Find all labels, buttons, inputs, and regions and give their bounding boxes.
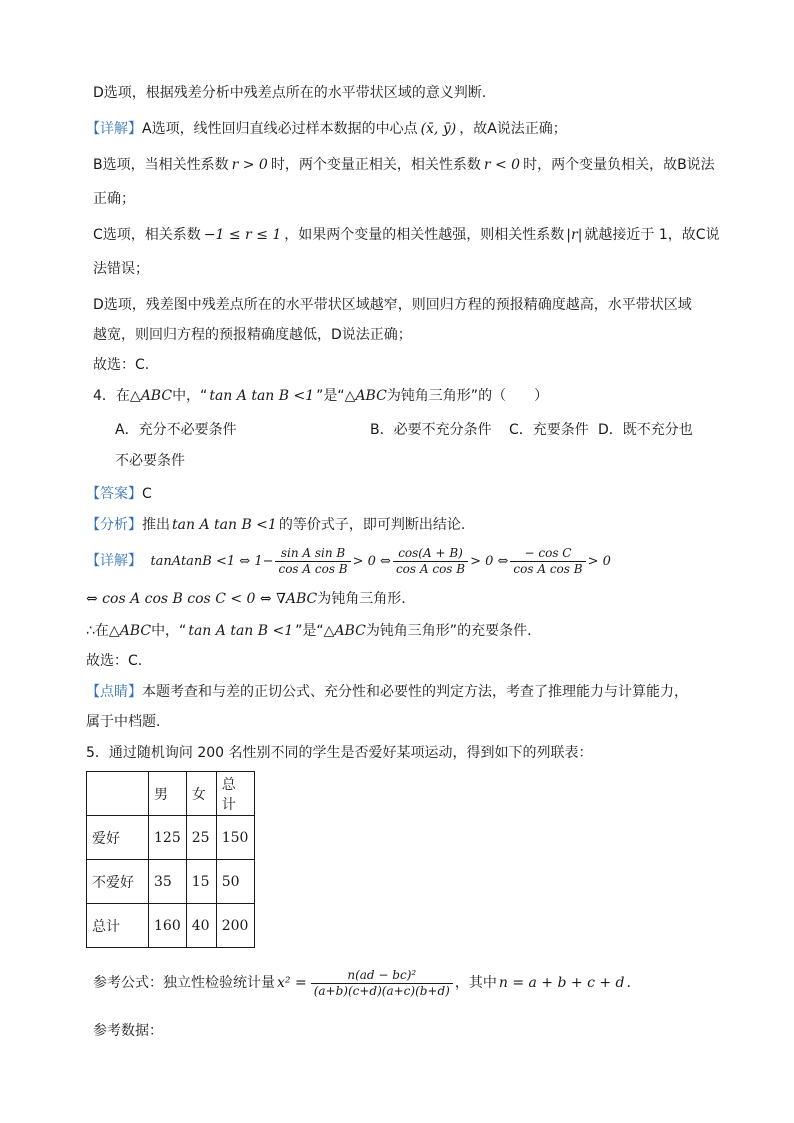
q3-c-text-3: 就越接近于 1，故C说 [584, 227, 720, 243]
line3-post: 为钝角三角形”的充要条件. [365, 623, 532, 639]
analysis-tag: 【分析】 [86, 517, 142, 533]
q3-choose [93, 355, 149, 375]
line2-math: ⇔ cos A cos B cos C < 0 ⇔ ∇ABC [86, 591, 318, 607]
line3-mid: 中，“ [151, 623, 187, 639]
contingency-table [86, 771, 255, 948]
formula-math-2: n = a + b + c + d [498, 975, 625, 991]
table-cell: 160 [149, 904, 187, 948]
q4-option-b: B．必要不充分条件 [370, 422, 492, 438]
q4-stem-math-1: △ABC [129, 388, 173, 404]
q3-detail-d [93, 295, 692, 315]
line3-pre: ∴在 [86, 623, 109, 639]
line2-post: 为钝角三角形. [317, 591, 406, 607]
q3-c-math-1: −1 ≤ r ≤ 1 [203, 227, 282, 243]
center-point-math: (x̄, ȳ) [420, 121, 457, 137]
q3-c-text-2: ，如果两个变量的相关性越强，则相关性系数 [284, 227, 565, 243]
line3-math-3: △ABC [323, 623, 366, 639]
q3-choose-text: 故选：C. [93, 357, 150, 373]
q3-d-text-2: 越宽，则回归方程的预报精确度越低，D说法正确； [93, 327, 412, 343]
q3-b-text-1: B选项，当相关性系数 [93, 157, 229, 173]
d-hint-text: D选项，根据残差分析中残差点所在的水平带状区域的意义判断. [93, 85, 487, 101]
formula-pre: 参考公式：独立性检验统计量 [93, 975, 275, 991]
formula-post: . [626, 975, 631, 991]
table-cell: 男 [149, 772, 187, 816]
table-cell: 200 [216, 904, 254, 948]
q4-answer [86, 484, 152, 504]
q4-stem-post: 为钝角三角形”的（ ） [386, 388, 549, 404]
comment-tag: 【点睛】 [86, 684, 142, 700]
table-cell: 女 [186, 772, 216, 816]
fraction-2 [393, 546, 468, 577]
q3-b-text-2: 时，两个变量正相关，相关性系数 [270, 157, 481, 173]
q3-detail-c2 [93, 259, 149, 279]
q4-detail-line3 [86, 621, 532, 641]
eq-part-3: > 0 ⇔ [470, 554, 509, 569]
detail-tag-q4: 【详解】 [86, 553, 142, 569]
table-cell: 15 [186, 860, 216, 904]
q3-d-text-1: D选项，残差图中残差点所在的水平带状区域越窄，则回归方程的预报精确度越高，水平带状区域 [93, 297, 692, 313]
q3-detail-c [93, 225, 720, 245]
fraction-1-den: cos A cos B [278, 561, 348, 576]
q3-detail-b2 [93, 189, 135, 209]
fraction-3 [510, 546, 585, 577]
analysis-pre: 推出 [142, 517, 170, 533]
answer-tag: 【答案】 [86, 486, 142, 502]
table-cell: 总计 [216, 772, 254, 816]
q3-b-math-1: r > 0 [231, 157, 268, 173]
fraction-3-num: − cos C [510, 546, 585, 562]
q4-option-d-cont: 不必要条件 [115, 453, 185, 469]
table-cell: 爱好 [87, 816, 149, 860]
d-hint-line [93, 83, 486, 103]
q3-b-math-2: r < 0 [483, 157, 521, 173]
table-cell [87, 772, 149, 816]
q3-detail-b [93, 155, 715, 175]
q4-stem-mid: 中，“ [172, 388, 208, 404]
chi-square-fraction [311, 968, 453, 999]
table-cell: 25 [186, 816, 216, 860]
table-cell: 50 [216, 860, 254, 904]
analysis-post: 的等价式子，即可判断出结论. [278, 517, 466, 533]
q4-detail-equation [86, 545, 611, 578]
q3-detail-a [86, 119, 567, 139]
q4-stem-math-2: tan A tan B <1 [209, 388, 315, 404]
q3-b-text-3: 时，两个变量负相关，故B说法 [523, 157, 715, 173]
q3-b-text-4: 正确； [93, 191, 135, 207]
q4-stem-mid2: ”是“ [316, 388, 345, 404]
q4-choose: 故选：C. [86, 653, 143, 669]
chi-square-den: (a+b)(c+d)(a+c)(b+d) [313, 983, 450, 998]
fraction-2-num: cos(A + B) [393, 546, 468, 562]
q5-ref-data: 参考数据： [93, 1023, 163, 1039]
q5-formula [93, 965, 631, 1001]
fraction-1-num: sin A sin B [275, 546, 350, 562]
line3-math-2: tan A tan B <1 [188, 623, 294, 639]
q4-stem [93, 386, 548, 406]
q5-stem: 5．通过随机询问 200 名性别不同的学生是否爱好某项运动，得到如下的列联表： [86, 745, 593, 761]
fraction-3-den: cos A cos B [513, 561, 583, 576]
table-cell: 总计 [87, 904, 149, 948]
q3-c-math-2: |r| [566, 227, 583, 243]
q4-option-d: D．既不充分也 [598, 422, 693, 438]
q3-detail-d2 [93, 325, 412, 345]
chi-square-num: n(ad − bc)² [311, 968, 453, 984]
detail-tag: 【详解】 [86, 121, 142, 137]
q4-stem-math-3: △ABC [344, 388, 387, 404]
q3-a-post: ，故A说法正确； [459, 121, 567, 137]
table-row [87, 860, 255, 904]
fraction-1 [275, 546, 350, 577]
q3-c-text-4: 法错误； [93, 261, 149, 277]
eq-part-2: > 0 ⇔ [352, 554, 391, 569]
table-cell: 35 [149, 860, 187, 904]
table-cell: 150 [216, 816, 254, 860]
table-row [87, 816, 255, 860]
q3-c-text-1: C选项，相关系数 [93, 227, 201, 243]
q3-a-text: A选项，线性回归直线必过样本数据的中心点 [142, 121, 418, 137]
q4-comment-2: 属于中档题. [86, 714, 161, 730]
table-cell: 125 [149, 816, 187, 860]
formula-math: x² = [277, 975, 307, 991]
q4-stem-pre: 4．在 [93, 388, 130, 404]
table-cell: 40 [186, 904, 216, 948]
analysis-math: tan A tan B <1 [172, 517, 277, 533]
formula-mid: ，其中 [454, 975, 497, 991]
comment-text-1: 本题考查和与差的正切公式、充分性和必要性的判定方法，考查了推理能力与计算能力， [142, 684, 688, 700]
eq-part-1: tanAtanB <1 ⇔ 1− [150, 554, 274, 569]
line3-mid2: ”是“ [295, 623, 324, 639]
q4-option-a: A．充分不必要条件 [115, 422, 237, 438]
table-row [87, 772, 255, 816]
q4-option-c: C．充要条件 [509, 422, 589, 438]
eq-part-4: > 0 [587, 554, 611, 569]
q4-detail-line2 [86, 589, 406, 609]
line3-math-1: △ABC [108, 623, 152, 639]
table-cell: 不爱好 [87, 860, 149, 904]
table-row [87, 904, 255, 948]
answer-value: C [142, 486, 152, 502]
q4-analysis [86, 515, 465, 535]
fraction-2-den: cos A cos B [395, 561, 466, 576]
q4-comment [86, 682, 688, 702]
